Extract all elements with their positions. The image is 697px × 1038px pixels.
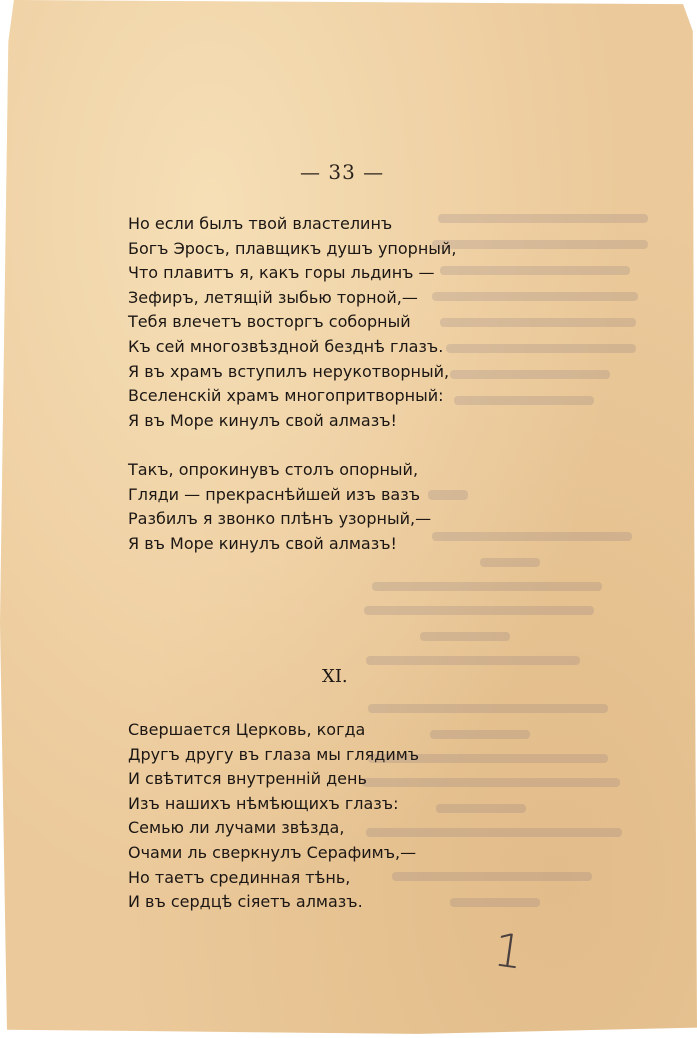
poem-line: Но таетъ срединная тѣнь, — [128, 867, 351, 887]
poem-line: Къ сей многозвѣздной безднѣ глазъ. — [128, 336, 444, 356]
poem-line: Я въ храмъ вступилъ нерукотворный, — [128, 361, 450, 381]
poem-x-stanza-1 — [128, 212, 456, 433]
poem-line: Гляди — прекраснѣйшей изъ вазъ — [128, 484, 421, 504]
poem-line: Тебя влечетъ восторгъ соборный — [128, 312, 411, 332]
poem-line: И въ сердцѣ сіяетъ алмазъ. — [128, 892, 363, 912]
poem-line: Богъ Эросъ, плавщикъ душъ упорный, — [128, 238, 457, 258]
poem-line: Я въ Море кинулъ свой алмазъ! — [128, 533, 397, 553]
page-number: — 33 — — [300, 160, 385, 184]
poem-line: Изъ нашихъ нѣмѣющихъ глазъ: — [128, 793, 399, 813]
poem-line: И свѣтится внутренній день — [128, 769, 367, 789]
poem-line: Другъ другу въ глаза мы глядимъ — [128, 744, 420, 764]
poem-line: Такъ, опрокинувъ столъ опорный, — [128, 460, 419, 479]
poem-line: Что плавитъ я, какъ горы льдинъ — — [128, 263, 435, 283]
poem-x-stanza-2 — [128, 458, 431, 556]
poem-line: Я въ Море кинулъ свой алмазъ! — [128, 410, 397, 430]
poem-line: Разбилъ я звонко плѣнъ узорный,— — [128, 509, 432, 529]
poem-line: Зефиръ, летящій зыбью торной,— — [128, 287, 418, 307]
poem-line: Свершается Церковь, когда — [128, 720, 366, 739]
poem-xi-heading: XI. — [322, 666, 348, 687]
poem-line: Очами ль сверкнулъ Серафимъ,— — [128, 842, 417, 862]
handwritten-page-mark: 1 — [490, 922, 527, 980]
poem-line: Но если былъ твой властелинъ — [128, 214, 393, 233]
poem-line: Вселенскій храмъ многопритворный: — [128, 386, 444, 406]
poem-xi-stanza — [128, 718, 419, 915]
poem-line: Семью ли лучами звѣзда, — [128, 818, 345, 838]
